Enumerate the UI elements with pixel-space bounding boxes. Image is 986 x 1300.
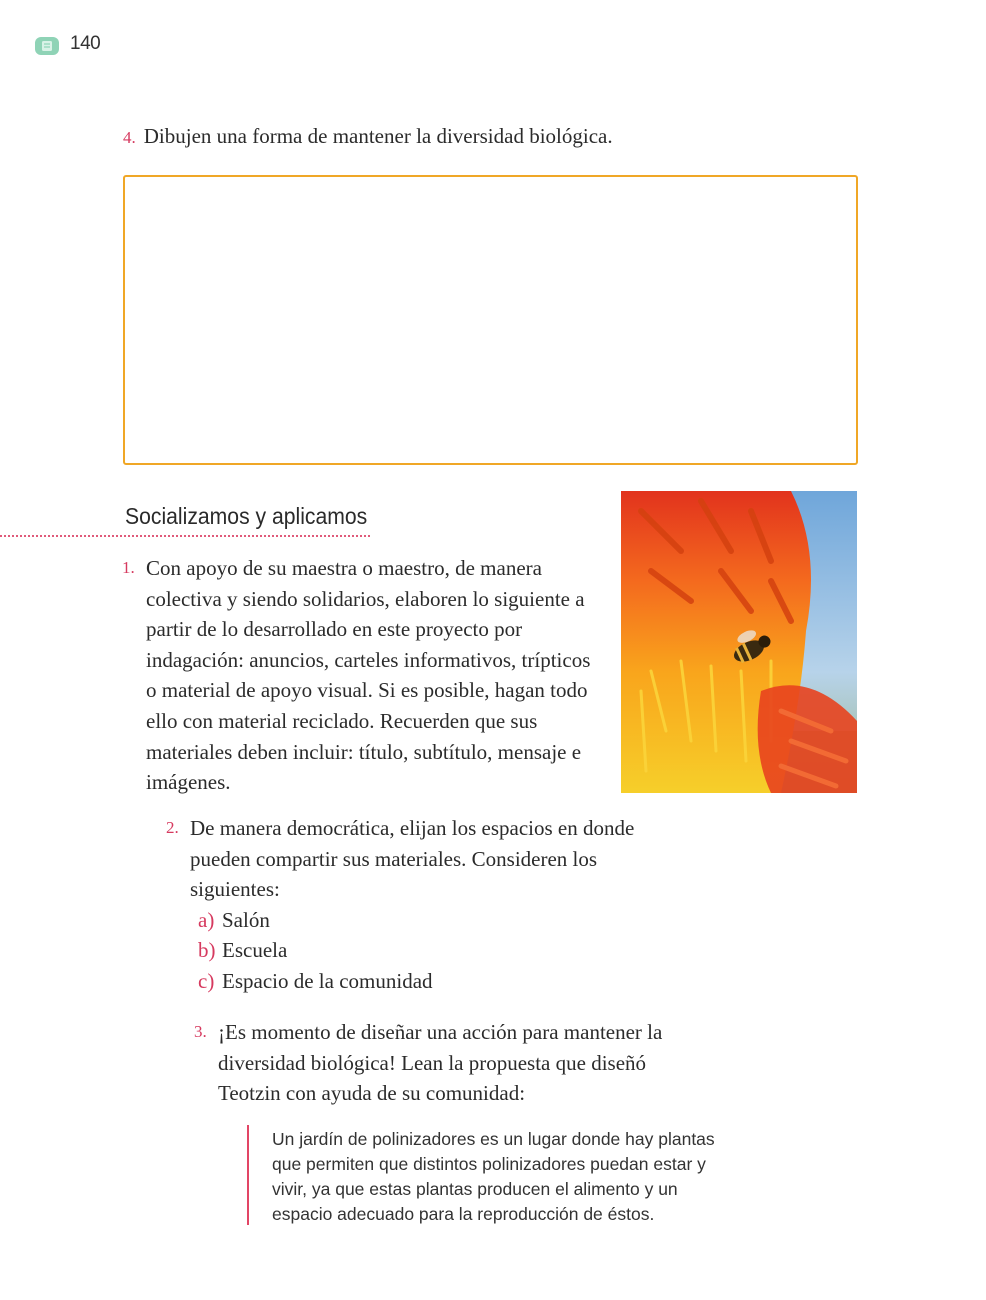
option-c xyxy=(198,966,666,997)
activity-4 xyxy=(123,124,613,149)
option-label: Escuela xyxy=(222,938,288,963)
quote-block xyxy=(247,1125,739,1225)
option-letter: b) xyxy=(198,938,216,963)
option-label: Salón xyxy=(222,907,270,932)
book-icon xyxy=(34,36,60,56)
item-2-text: De manera democrática, elijan los espacios en donde pueden compartir sus materiales. Consideren los siguientes: xyxy=(190,816,635,902)
option-label: Espacio de la comunidad xyxy=(222,968,433,993)
option-letter: c) xyxy=(198,968,215,993)
section-divider xyxy=(0,535,370,537)
item-3-number: 3. xyxy=(194,1022,207,1041)
item-1 xyxy=(122,553,592,798)
section-title: Socializamos y aplicamos xyxy=(125,503,368,529)
quote-text: Un jardín de polinizadores es un lugar donde hay plantas que permiten que distintos polinizadores puedan estar y vivir, ya que estas plantas producen el alimento y un espacio adecuado para la reproducción de éstos. xyxy=(272,1129,715,1224)
page-number: 140 xyxy=(70,33,101,54)
activity-4-text: Dibujen una forma de mantener la diversidad biológica. xyxy=(143,124,613,148)
option-letter: a) xyxy=(198,907,215,932)
option-a xyxy=(198,905,666,936)
item-2-number: 2. xyxy=(166,818,179,837)
item-2 xyxy=(166,813,666,997)
item-3-text: ¡Es momento de diseñar una acción para mantener la diversidad biológica! Lean la propuesta que diseñó Teotzin con ayuda de su comunidad: xyxy=(218,1020,663,1106)
item-1-text: Con apoyo de su maestra o maestro, de manera colectiva y siendo solidarios, elaboren lo siguiente a partir de lo desarrollado en este proyecto por indagación: anuncios, carteles informativos, trípticos o material de apoyo visual. Si es posible, hagan todo ello con material reciclado. Recuerden que sus materiales deben incluir: título, subtítulo, mensaje e imágenes. xyxy=(146,556,591,795)
flower-with-bee-photo xyxy=(621,491,857,793)
item-1-number: 1. xyxy=(122,558,135,577)
item-3 xyxy=(194,1017,674,1109)
drawing-area[interactable] xyxy=(123,175,858,465)
activity-4-number: 4. xyxy=(123,128,136,147)
option-b xyxy=(198,935,666,966)
